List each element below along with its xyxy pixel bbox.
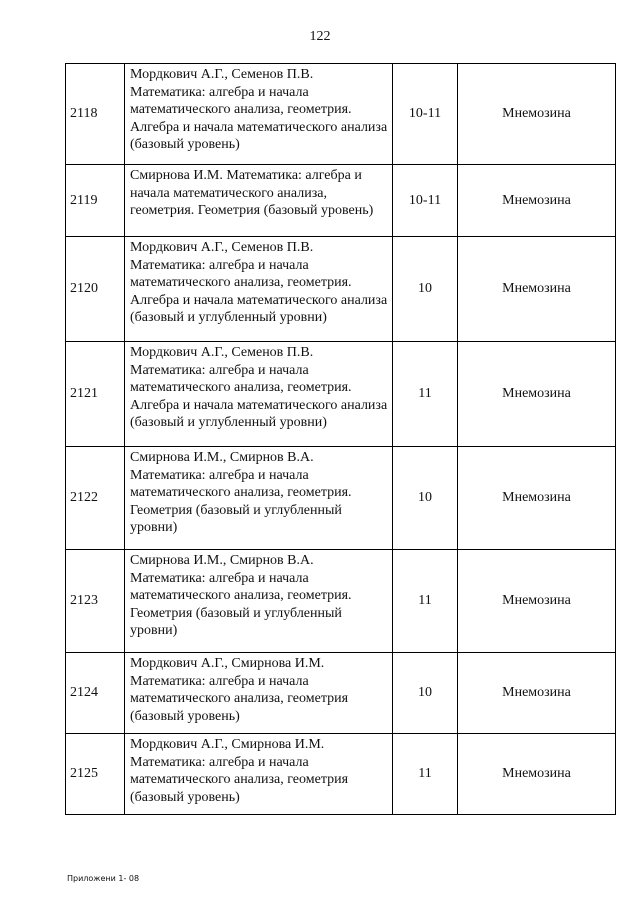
table-row [66,64,616,165]
footer-label: Приложени 1- 08 [67,874,140,883]
row-number: 2121 [66,342,125,447]
row-number: 2122 [66,447,125,550]
table-row [66,653,616,734]
table-row [66,237,616,342]
table-row [66,342,616,447]
grade-level: 10 [393,447,458,550]
table-row [66,734,616,815]
grade-level: 10 [393,237,458,342]
publisher: Мнемозина [458,237,616,342]
textbook-title: Мордкович А.Г., Смирнова И.М. Математика: алгебра и начала математического анализа, геометрия (базовый уровень) [125,734,393,815]
grade-level: 10-11 [393,64,458,165]
publisher: Мнемозина [458,653,616,734]
page-number: 122 [309,29,331,44]
publisher: Мнемозина [458,165,616,237]
grade-level: 11 [393,342,458,447]
table-row [66,550,616,653]
grade-level: 11 [393,550,458,653]
textbook-title: Мордкович А.Г., Смирнова И.М. Математика: алгебра и начала математического анализа, геометрия (базовый уровень) [125,653,393,734]
row-number: 2125 [66,734,125,815]
table-row [66,165,616,237]
publisher: Мнемозина [458,734,616,815]
row-number: 2123 [66,550,125,653]
textbook-title: Смирнова И.М., Смирнов В.А. Математика: алгебра и начала математического анализа, геометрия. Геометрия (базовый и углубленный уровни) [125,447,393,550]
publisher: Мнемозина [458,64,616,165]
row-number: 2120 [66,237,125,342]
textbook-title: Мордкович А.Г., Семенов П.В. Математика: алгебра и начала математического анализа, геометрия. Алгебра и начала математического анализа (базовый уровень) [125,64,393,165]
row-number: 2124 [66,653,125,734]
row-number: 2119 [66,165,125,237]
textbook-title: Смирнова И.М., Смирнов В.А. Математика: алгебра и начала математического анализа, геометрия. Геометрия (базовый и углубленный уровни) [125,550,393,653]
grade-level: 10-11 [393,165,458,237]
textbook-registry-table [65,63,616,815]
publisher: Мнемозина [458,550,616,653]
textbook-title: Мордкович А.Г., Семенов П.В. Математика: алгебра и начала математического анализа, геометрия. Алгебра и начала математического анализа (базовый и углубленный уровни) [125,342,393,447]
table-row [66,447,616,550]
publisher: Мнемозина [458,342,616,447]
textbook-title: Мордкович А.Г., Семенов П.В. Математика: алгебра и начала математического анализа, геометрия. Алгебра и начала математического анализа (базовый и углубленный уровни) [125,237,393,342]
grade-level: 11 [393,734,458,815]
grade-level: 10 [393,653,458,734]
row-number: 2118 [66,64,125,165]
publisher: Мнемозина [458,447,616,550]
textbook-title: Смирнова И.М. Математика: алгебра и начала математического анализа, геометрия. Геометрия (базовый уровень) [125,165,393,237]
